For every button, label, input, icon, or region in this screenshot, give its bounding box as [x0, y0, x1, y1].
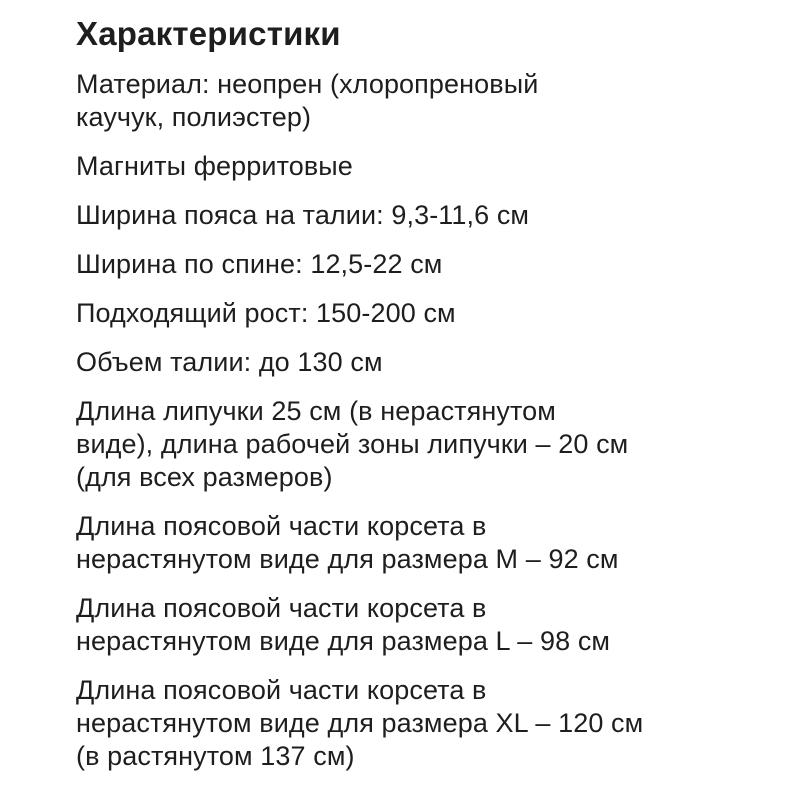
specifications-sheet	[76, 14, 776, 789]
spec-velcro-length: Длина липучки 25 см (в нерастянутом виде), длина рабочей зоны липучки – 20 см (для всех размеров)	[76, 396, 629, 492]
spec-belt-length-l: Длина поясовой части корсета в нерастянутом виде для размера L – 98 см	[76, 593, 611, 656]
spec-list	[76, 68, 776, 773]
page-title: Характеристики	[76, 15, 341, 52]
spec-waist-volume: Объем талии: до 130 см	[76, 347, 383, 377]
spec-belt-length-xl: Длина поясовой части корсета в нерастянутом виде для размера XL – 120 см (в растянутом 137 см)	[76, 675, 644, 771]
spec-belt-width: Ширина пояса на талии: 9,3-11,6 см	[76, 200, 530, 230]
spec-belt-length-m: Длина поясовой части корсета в нерастянутом виде для размера M – 92 см	[76, 511, 619, 574]
spec-height-range: Подходящий рост: 150-200 см	[76, 298, 456, 328]
spec-material: Материал: неопрен (хлоропреновый каучук, полиэстер)	[76, 69, 539, 132]
spec-magnets: Магниты ферритовые	[76, 151, 353, 181]
spec-back-width: Ширина по спине: 12,5-22 см	[76, 249, 443, 279]
